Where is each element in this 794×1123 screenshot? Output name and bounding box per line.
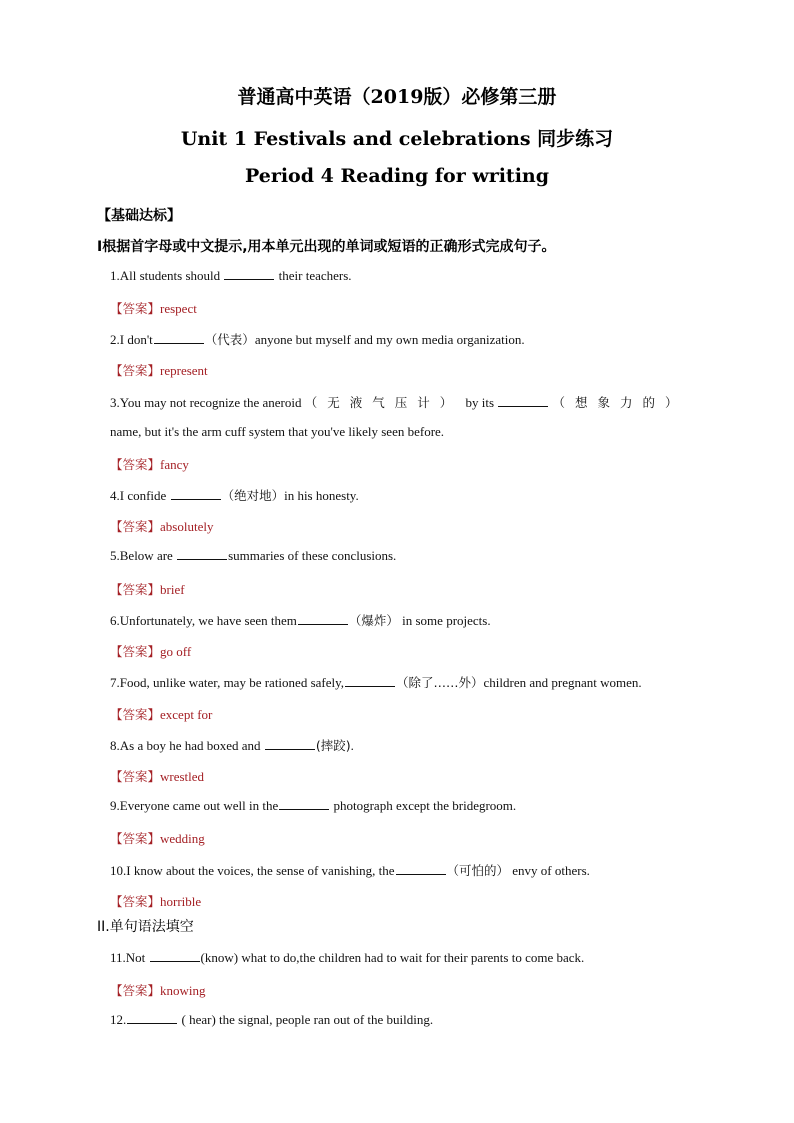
answer-blank[interactable]: [279, 799, 329, 810]
part2-heading: II.单句语法填空: [97, 919, 194, 935]
answer-10: 【答案】horrible: [110, 894, 202, 909]
part1-heading: I根据首字母或中文提示,用本单元出现的单词或短语的正确形式完成句子。: [97, 239, 556, 255]
answer-blank[interactable]: [150, 951, 200, 962]
question-8: 8.As a boy he had boxed and (摔跤).: [110, 738, 354, 753]
question-5: 5.Below are summaries of these conclusions.: [110, 548, 397, 563]
title-line-1: 普通高中英语（2019版）必修第三册: [237, 86, 557, 108]
answer-blank[interactable]: [224, 269, 274, 280]
answer-7: 【答案】except for: [110, 707, 213, 722]
question-10: 10.I know about the voices, the sense of vanishing, the （可怕的） envy of others.: [110, 863, 590, 878]
answer-6: 【答案】go off: [110, 644, 192, 659]
question-1: 1.All students should their teachers.: [110, 268, 352, 283]
question-12: 12. ( hear) the signal, people ran out of the building.: [110, 1012, 434, 1027]
answer-blank[interactable]: [127, 1013, 177, 1024]
answer-blank[interactable]: [298, 614, 348, 625]
answer-8: 【答案】wrestled: [110, 769, 205, 784]
answer-blank[interactable]: [265, 739, 315, 750]
question-3: 3.You may not recognize the aneroid （无液气压计） by its （想象力的）: [110, 395, 688, 410]
answer-11: 【答案】knowing: [110, 983, 206, 998]
answer-4: 【答案】absolutely: [110, 519, 214, 534]
answer-blank[interactable]: [171, 489, 221, 500]
answer-9: 【答案】wedding: [110, 831, 205, 846]
answer-3: 【答案】fancy: [110, 457, 189, 472]
answer-blank[interactable]: [177, 549, 227, 560]
question-4: 4.I confide （绝对地）in his honesty.: [110, 488, 359, 503]
answer-blank[interactable]: [154, 333, 204, 344]
answer-blank[interactable]: [345, 676, 395, 687]
question-7: 7.Food, unlike water, may be rationed safely, （除了……外）children and pregnant women.: [110, 675, 642, 690]
question-2: 2.I don't （代表）anyone but myself and my own media organization.: [110, 332, 525, 347]
answer-blank[interactable]: [498, 396, 548, 407]
answer-blank[interactable]: [396, 864, 446, 875]
title-line-2: Unit 1 Festivals and celebrations 同步练习: [180, 128, 614, 150]
question-9: 9.Everyone came out well in the photograph except the bridegroom.: [110, 798, 517, 813]
title-line-3: Period 4 Reading for writing: [244, 165, 550, 187]
answer-2: 【答案】represent: [110, 363, 208, 378]
question-3-line-2: name, but it's the arm cuff system that you've likely seen before.: [110, 424, 445, 439]
section-basic-heading: 【基础达标】: [97, 208, 181, 224]
question-11: 11.Not (know) what to do,the children had to wait for their parents to come back.: [110, 950, 585, 965]
answer-1: 【答案】respect: [110, 301, 197, 316]
question-6: 6.Unfortunately, we have seen them （爆炸） in some projects.: [110, 613, 491, 628]
answer-5: 【答案】brief: [110, 582, 185, 597]
